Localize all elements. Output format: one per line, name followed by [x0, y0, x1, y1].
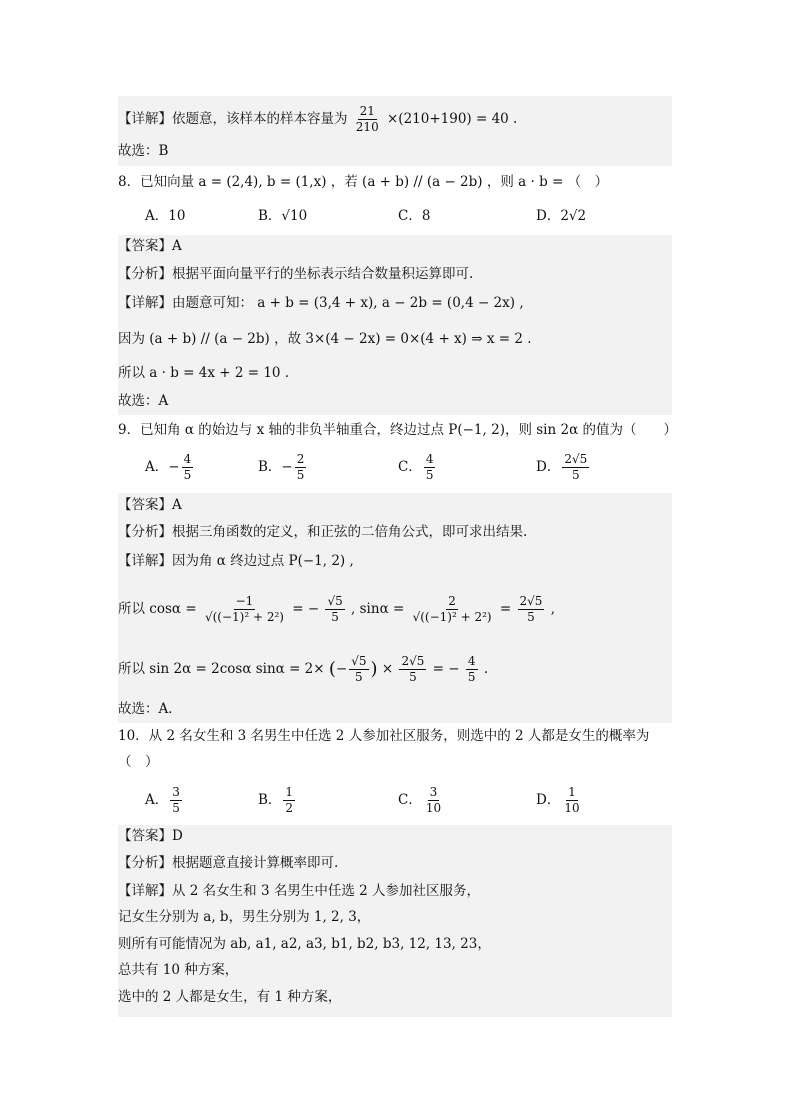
prev-selection: 故选：B — [118, 143, 169, 159]
q10-option-c: C． $\frac{3}{10}$ — [398, 785, 442, 815]
fraction: $\frac{3}{10}$ — [425, 785, 442, 815]
q9-detail-2: 所以 cosα = $\frac{-1}{\text{√((−1)² + 2²)}}$ = − $\frac{√5}{5}$ , sinα = $\frac{2}{\text{√((−1)² + 2²)}}$ = $\frac{2√5}{5}$ , — [118, 594, 556, 624]
q10-detail-2: 记女生分别为 a, b，男生分别为 1, 2, 3， — [118, 909, 371, 925]
q9-option-a: A．− $\frac{4}{5}$ — [145, 452, 192, 482]
q9-option-c: C． $\frac{4}{5}$ — [398, 452, 434, 482]
q9-option-d: D． $\frac{2√5}{5}$ — [536, 452, 588, 482]
fraction: $\frac{1}{10}$ — [564, 785, 580, 815]
fraction: $\frac{-1}{\text{√((−1)² + 2²)}}$ — [204, 594, 284, 624]
q9-analysis: 【分析】根据三角函数的定义，和正弦的二倍角公式，即可求出结果. — [118, 524, 528, 540]
q9-answer: 【答案】A — [118, 497, 182, 513]
fraction: $\frac{2√5}{5}$ — [401, 654, 425, 684]
fraction: $\frac{21}{210}$ — [355, 104, 379, 134]
q8-answer: 【答案】A — [118, 238, 182, 254]
fraction: $\frac{4}{5}$ — [183, 452, 192, 482]
question-10: 10．从 2 名女生和 3 名男生中任选 2 人参加社区服务，则选中的 2 人都是女生的概率为 — [118, 728, 650, 744]
fraction: $\frac{2}{\text{√((−1)² + 2²)}}$ — [412, 594, 492, 624]
q8-option-d: D．2√2 — [536, 208, 587, 224]
q9-detail-1: 【详解】因为角 α 终边过点 P(−1, 2) , — [118, 553, 354, 569]
question-9: 9．已知角 α 的始边与 x 轴的非负半轴重合，终边过点 P(−1, 2)，则 sin 2α 的值为（ ） — [118, 422, 677, 438]
question-8: 8．已知向量 a = (2,4), b = (1,x) ，若 (a + b) // (a − 2b) ，则 a · b = （ ） — [118, 174, 609, 190]
q9-selection: 故选：A． — [118, 701, 182, 717]
fraction: $\frac{1}{2}$ — [285, 785, 294, 815]
q8-analysis: 【分析】根据平面向量平行的坐标表示结合数量积运算即可. — [118, 266, 474, 282]
shade-block-2 — [118, 235, 672, 415]
fraction: $\frac{4}{5}$ — [467, 654, 476, 684]
fraction: $\frac{2√5}{5}$ — [564, 452, 588, 482]
q10-detail-5: 选中的 2 人都是女生，有 1 种方案， — [118, 989, 342, 1005]
q8-option-c: C．8 — [398, 208, 431, 224]
q8-detail-1: 【详解】由题意可知： a + b = (3,4 + x), a − 2b = (0,4 − 2x) , — [118, 295, 524, 311]
q10-option-b: B． $\frac{1}{2}$ — [258, 785, 294, 815]
q8-option-b: B．√10 — [258, 208, 308, 224]
q9-detail-3: 所以 sin 2α = 2cosα sinα = 2× (− $\frac{√5}{5}$ ) × $\frac{2√5}{5}$ = − $\frac{4}{5}$ . — [118, 654, 489, 684]
q8-detail-2: 因为 (a + b) // (a − 2b) ，故 3×(4 − 2x) = 0×(4 + x) ⇒ x = 2 . — [118, 331, 532, 347]
q9-option-b: B．− $\frac{2}{5}$ — [258, 452, 305, 482]
q10-option-a: A． $\frac{3}{5}$ — [145, 785, 180, 815]
q10-detail-4: 总共有 10 种方案， — [118, 962, 239, 978]
q10-option-d: D． $\frac{1}{10}$ — [536, 785, 580, 815]
q10-detail-3: 则所有可能情况为 ab, a1, a2, a3, b1, b2, b3, 12, 13, 23， — [118, 936, 491, 952]
q8-detail-3: 所以 a · b = 4x + 2 = 10 . — [118, 365, 290, 381]
fraction: $\frac{2}{5}$ — [296, 452, 305, 482]
question-10-cont: （ ） — [118, 754, 159, 770]
q8-option-a: A．10 — [145, 208, 186, 224]
q10-analysis: 【分析】根据题意直接计算概率即可. — [118, 855, 339, 871]
q10-detail-1: 【详解】从 2 名女生和 3 名男生中任选 2 人参加社区服务， — [118, 883, 481, 899]
fraction: $\frac{√5}{5}$ — [351, 654, 367, 684]
q8-selection: 故选：A — [118, 393, 169, 409]
fraction: $\frac{3}{5}$ — [172, 785, 180, 815]
q10-answer: 【答案】D — [118, 828, 183, 844]
fraction: $\frac{√5}{5}$ — [327, 594, 343, 624]
fraction: $\frac{2√5}{5}$ — [519, 594, 543, 624]
prev-detail-line: 【详解】依题意，该样本的样本容量为 $\frac{21}{210}$ ×(210+190) = 40 . — [118, 104, 518, 134]
fraction: $\frac{4}{5}$ — [425, 452, 434, 482]
